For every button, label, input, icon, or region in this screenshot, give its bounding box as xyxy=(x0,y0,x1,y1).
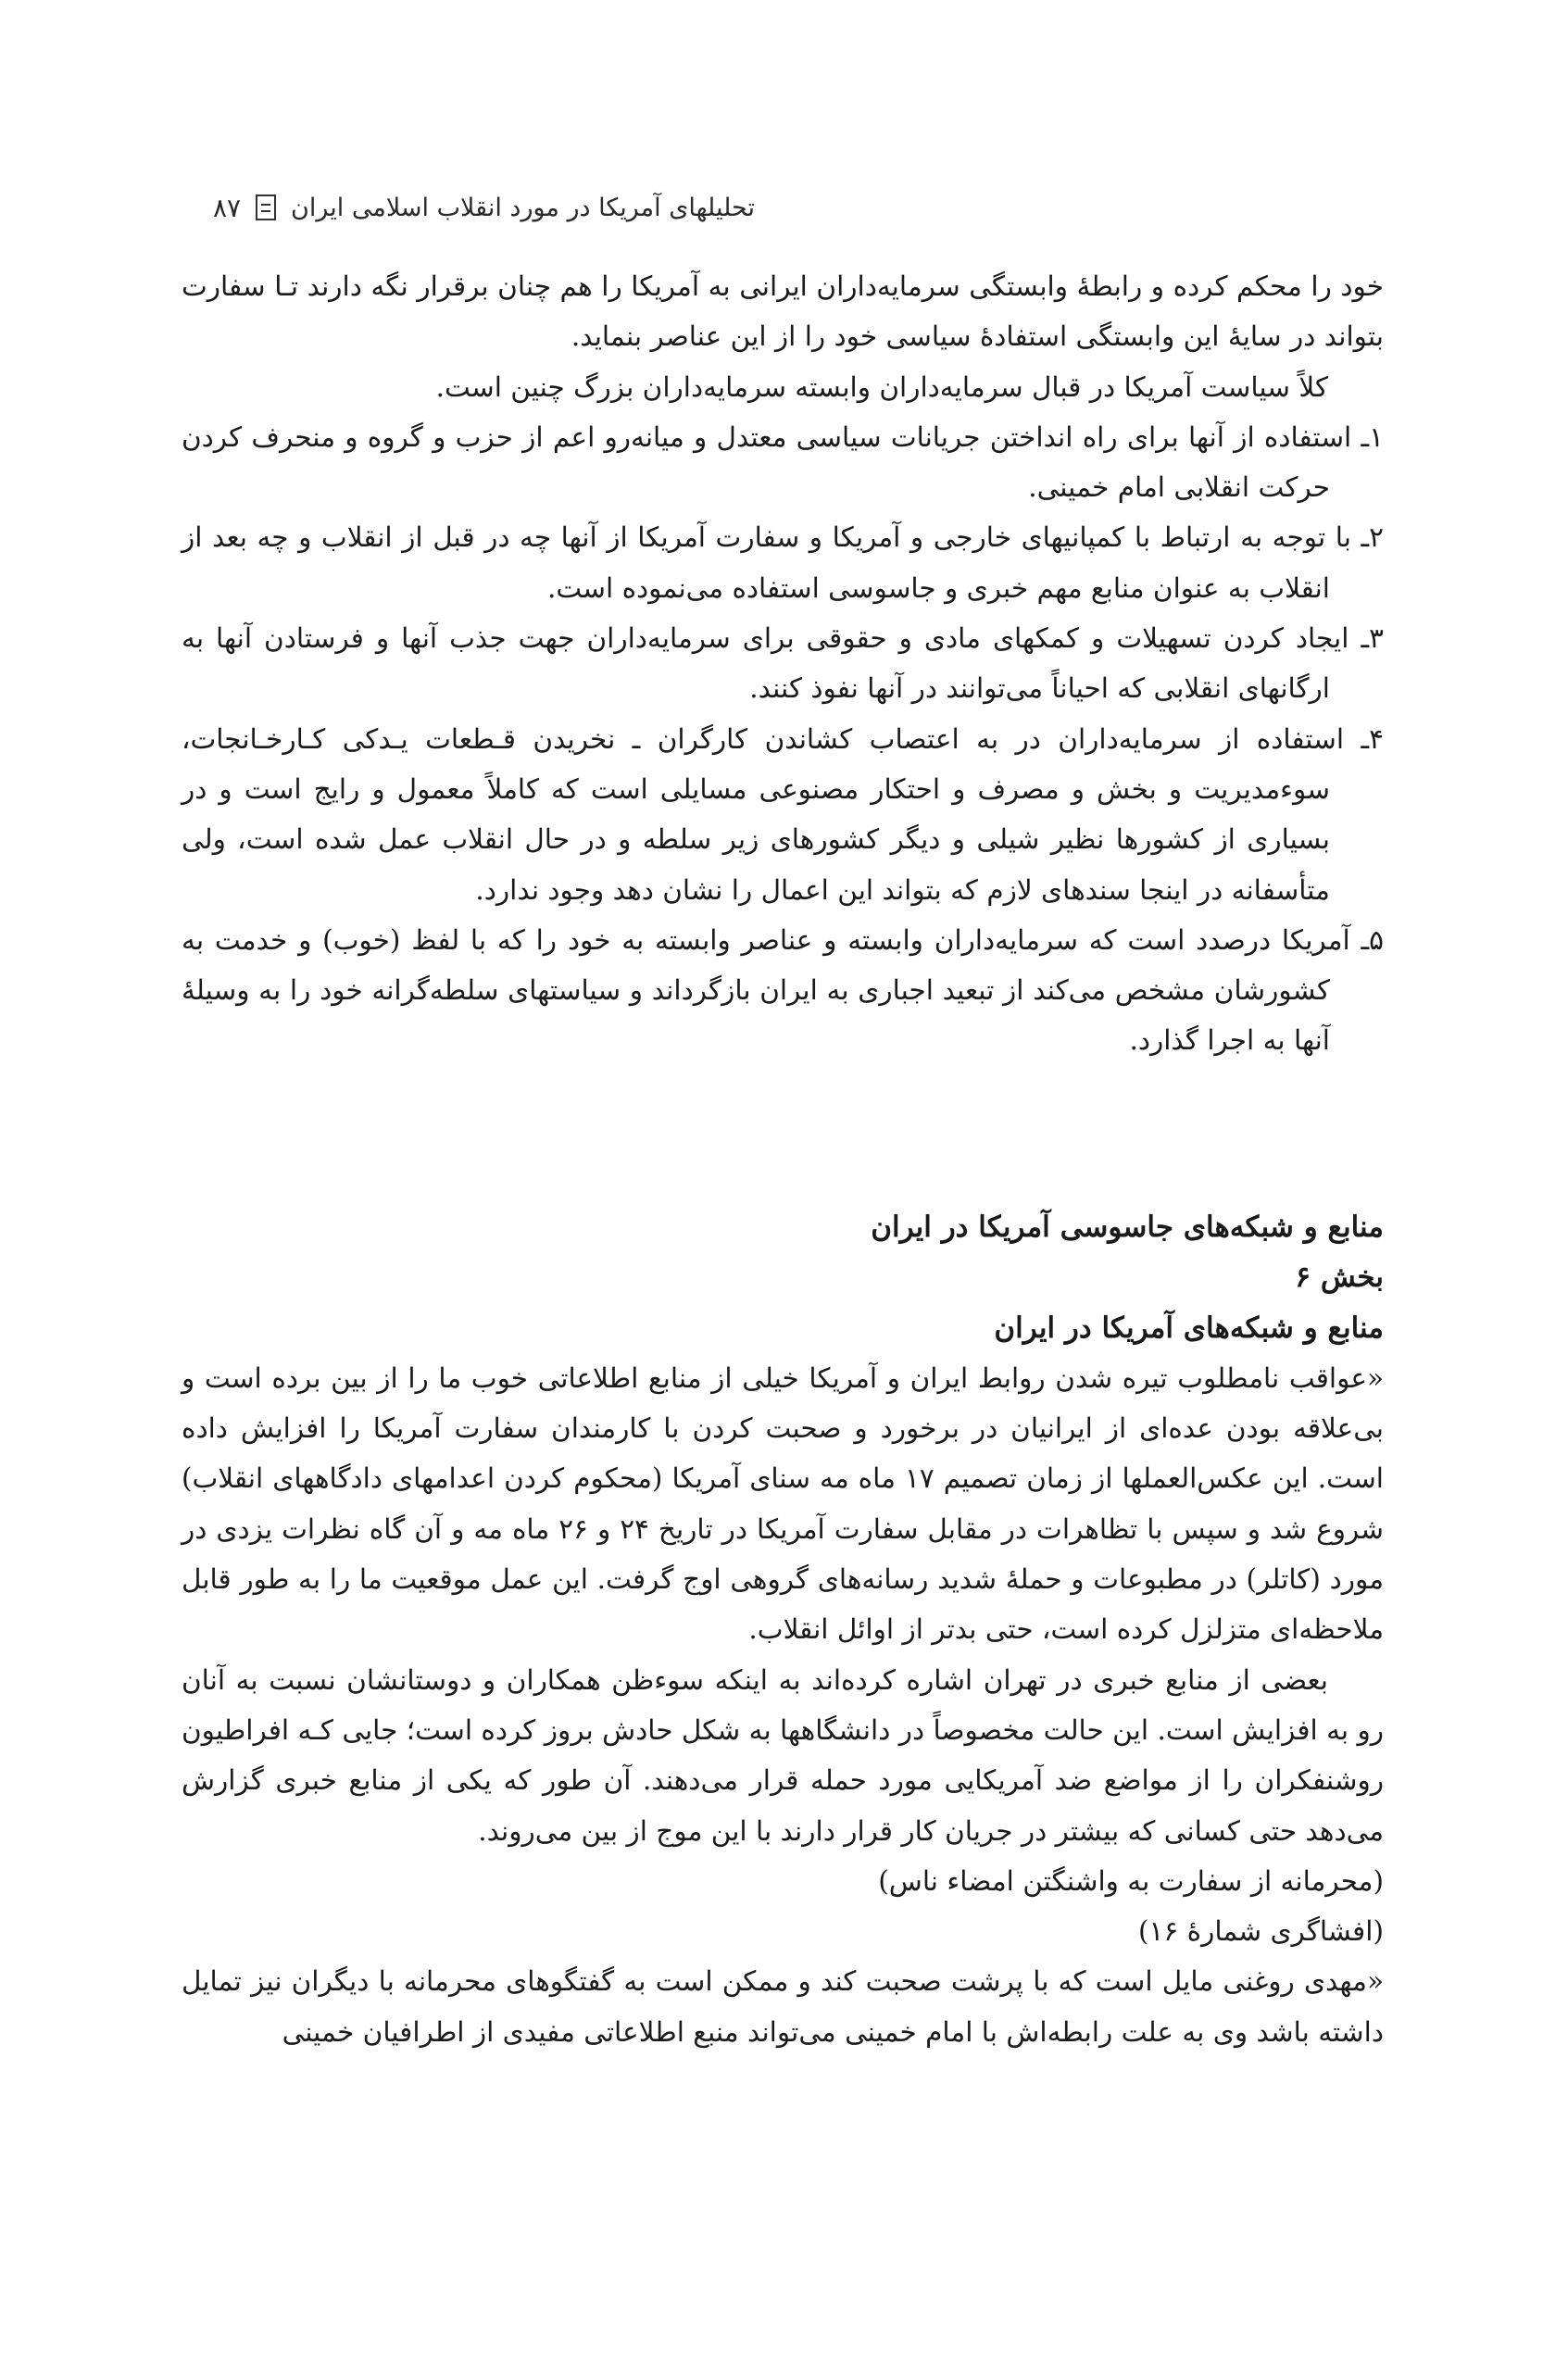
paragraph: کلاً سیاست آمریکا در قبال سرمایه‌داران وابسته سرمایه‌داران بزرگ چنین است. xyxy=(435,370,1328,403)
section-subheading: منابع و شبکه‌های آمریکا در ایران xyxy=(994,1311,1384,1345)
source-note: (محرمانه از سفارت به واشنگتن امضاء ناس) xyxy=(878,1864,1384,1897)
quote-paragraph: بعضی از منابع خبری در تهران اشاره کرده‌اند به اینکه سوءظن همکاران و دوستانشان نسبت به آنان رو به افزایش است. این حالت مخصوصاً در دانشگاهها به شکل حادش بروز کرده است؛ جایی کـه افراطیون روشنفکران را از مواضع ضد آمریکایی مورد حمله قرار می‌دهند. آن طور که یکی از منابع خبری گزارش می‌دهد حتی کسانی که بیشتر در جریان کار قرار دارند با این موج از بین می‌روند. xyxy=(182,1663,1384,1847)
quote-paragraph: «عواقب نامطلوب تیره شدن روابط ایران و آمریکا خیلی از منابع اطلاعاتی خوب ما را از بین برده است و بی‌علاقه بودن عده‌ای از ایرانیان در برخورد و صحبت کردن با کارمندان سفارت آمریکا را افزایش داده است. این عکس‌العملها از زمان تصمیم ۱۷ ماه مه سنای آمریکا (محکوم کردن اعدامهای دادگاههای انقلاب) شروع شد و سپس با تظاهرات در مقابل سفارت آمریکا در تاریخ ۲۴ و ۲۶ ماه مه و آن گاه نظرات یزدی در مورد (کاتلر) در مطبوعات و حملهٔ شدید رسانه‌های گروهی اوج گرفت. این عمل موقعیت ما را به طور قابل ملاحظه‌ای متزلزل کرده است، حتی بدتر از اوائل انقلاب. xyxy=(182,1361,1384,1646)
page-number: ۸۷ xyxy=(212,192,242,223)
reference-note: (افشاگری شمارهٔ ۱۶) xyxy=(1138,1915,1384,1948)
list-item-2: ۲ـ با توجه به ارتباط با کمپانیهای خارجی و آمریکا و سفارت آمریکا از آنها چه در قبل از انقلاب و چه بعد از انقلاب به عنوان منابع مهم خبری و جاسوسی استفاده می‌نموده است. xyxy=(182,521,1384,604)
section-spy-networks xyxy=(182,1202,1384,2057)
paragraph: خود را محکم کرده و رابطهٔ وابستگی سرمایه‌داران ایرانی به آمریکا را هم چنان برقرار نگه دارند تـا سفارت بتواند در سایهٔ این وابستگی استفادهٔ سیاسی خود را از این عناصر بنماید. xyxy=(182,270,1384,353)
running-header xyxy=(167,182,755,233)
document-icon xyxy=(256,194,276,220)
list-item-5: ۵ـ آمریکا درصدد است که سرمایه‌داران وابسته و عناصر وابسته به خود را که با لفظ (خوب) و خدمت به کشورشان مشخص می‌کند از تبعید اجباری به ایران بازگرداند و سیاستهای سلطه‌گرانه خود را به وسیلهٔ آنها به اجرا گذارد. xyxy=(182,923,1384,1057)
running-header-title: تحلیلهای آمریکا در مورد انقلاب اسلامی ایران xyxy=(291,193,755,222)
list-item-4: ۴ـ استفاده از سرمایه‌داران در به اعتصاب کشاندن کارگران ـ نخریدن قـطعات یـدکی کـارخـانجات، سوءمدیریت و بخش و مصرف و احتکار مصنوعی مسایلی است که کاملاً معمول و رایج است و در بسیاری از کشورها نظیر شیلی و دیگر کشورهای زیر سلطه و در حال انقلاب عمل شده است، ولی متأسفانه در اینجا سندهای لازم که بتواند این اعمال را نشان دهد وجود ندارد. xyxy=(182,722,1384,906)
list-item-1: ۱ـ استفاده از آنها برای راه انداختن جریانات سیاسی معتدل و میانه‌رو اعم از حزب و گروه و منحرف کردن حرکت انقلابی امام خمینی. xyxy=(182,420,1384,504)
section-part-label: بخش ۶ xyxy=(1295,1261,1384,1295)
body-text-top xyxy=(182,261,1384,1066)
quote-paragraph: «مهدی روغنی مایل است که با پرشت صحبت کند و ممکن است به گفتگوهای محرمانه با دیگران نیز تمایل داشته باشد وی به علت رابطه‌اش با امام خمینی می‌تواند منبع اطلاعاتی مفیدی از اطرافیان خمینی xyxy=(182,1965,1384,2048)
list-item-3: ۳ـ ایجاد کردن تسهیلات و کمکهای مادی و حقوقی برای سرمایه‌داران جهت جذب آنها و فرستادن آنها به ارگانهای انقلابی که احیاناً می‌توانند در آنها نفوذ کنند. xyxy=(182,622,1384,705)
section-heading: منابع و شبکه‌های جاسوسی آمریکا در ایران xyxy=(871,1211,1384,1244)
